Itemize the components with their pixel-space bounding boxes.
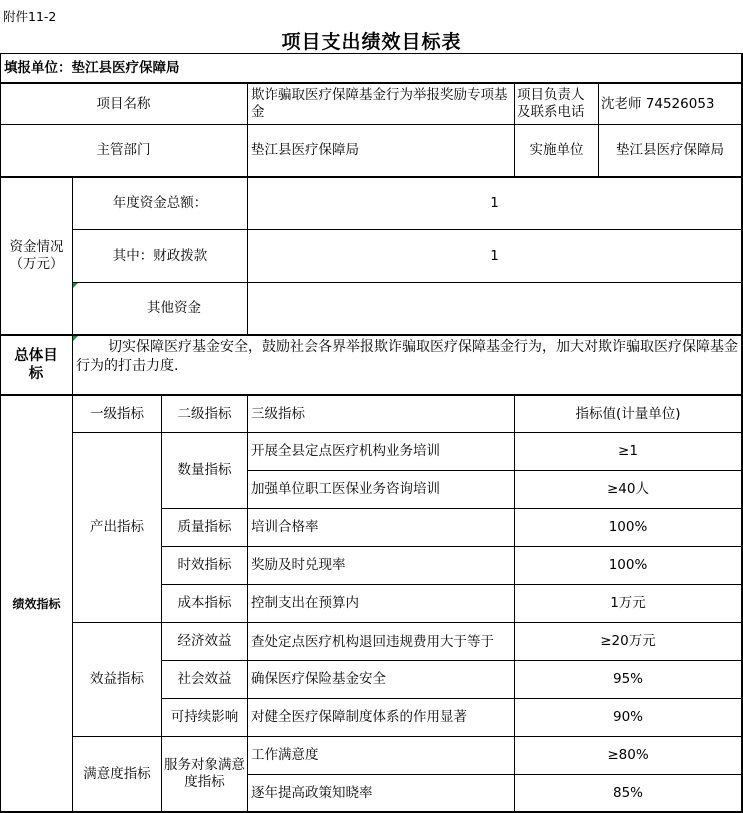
indicator-row-7: 确保医疗保险基金安全 (251, 671, 386, 687)
department-label: 主管部门 (96, 142, 151, 158)
value-row-4: 100% (608, 557, 648, 573)
project-name-label: 项目名称 (96, 95, 151, 112)
indicator-row-1: 开展全县定点医疗机构业务培训 (251, 443, 440, 459)
value-row-8: 90% (612, 709, 643, 725)
funds-label: 资金情况（万元） (9, 239, 64, 272)
other-funds-label: 其他资金 (147, 300, 201, 316)
overall-goal-text: 切实保障医疗基金安全，鼓励社会各界举报欺诈骗取医疗保障基金行为，加大对欺诈骗取医疗保障基金行为的打击力度. (76, 339, 738, 374)
attachment-label: 附件11-2 (3, 9, 57, 24)
level2-sustainable: 可持续影响 (170, 709, 239, 725)
contact-value: 沈老师 74526053 (601, 95, 715, 112)
implementing-unit-value: 垫江县医疗保障局 (616, 142, 724, 158)
value-row-7: 95% (612, 671, 643, 687)
level2-quantity: 数量指标 (177, 462, 232, 478)
level2-economic: 经济效益 (177, 633, 232, 649)
indicator-row-6: 查处定点医疗机构退回违规费用大于等于 (251, 633, 494, 650)
project-name-value: 欺诈骗取医疗保障基金行为举报奖励专项基金 (251, 87, 508, 120)
indicator-row-10: 逐年提高政策知晓率 (251, 784, 373, 801)
overall-goal-label: 总体目标 (14, 348, 58, 382)
indicator-row-9: 工作满意度 (251, 747, 319, 763)
value-row-2: ≥40人 (607, 481, 649, 497)
reporting-unit: 填报单位：垫江县医疗保障局 (4, 59, 180, 76)
implementing-unit-label: 实施单位 (529, 142, 584, 158)
header-level2: 二级指标 (177, 405, 232, 422)
value-row-1: ≥1 (618, 443, 638, 459)
indicator-row-4: 奖励及时兑现率 (251, 557, 346, 573)
header-level1: 一级指标 (90, 405, 144, 422)
indicator-row-5: 控制支出在预算内 (251, 595, 359, 611)
value-row-9: ≥80% (607, 747, 649, 763)
value-row-6: ≥20万元 (600, 633, 656, 649)
other-funds-value (248, 283, 741, 334)
department-value: 垫江县医疗保障局 (251, 142, 359, 158)
indicator-row-3: 培训合格率 (251, 519, 319, 535)
level2-timeliness: 时效指标 (177, 557, 232, 573)
level2-social: 社会效益 (177, 671, 232, 687)
header-value: 指标值(计量单位) (575, 405, 681, 422)
indicator-row-8: 对健全医疗保障制度体系的作用显著 (251, 709, 467, 725)
performance-label: 绩效指标 (12, 597, 61, 611)
level1-satisfaction: 满意度指标 (83, 765, 151, 782)
level1-output: 产出指标 (90, 519, 144, 535)
fiscal-allocation-label: 其中：财政拨款 (112, 247, 208, 264)
contact-label: 项目负责人及联系电话 (517, 87, 585, 120)
level2-service-satisfaction: 服务对象满意度指标 (164, 757, 245, 790)
value-row-3: 100% (608, 519, 648, 535)
value-row-10: 85% (612, 784, 643, 801)
indicator-row-2: 加强单位职工医保业务咨询培训 (251, 481, 440, 497)
annual-total-label: 年度资金总额： (112, 195, 208, 211)
level2-cost: 成本指标 (177, 595, 232, 611)
level2-quality: 质量指标 (177, 519, 232, 535)
fiscal-allocation-value: 1 (490, 247, 499, 264)
annual-total-value: 1 (490, 195, 499, 211)
page-title: 项目支出绩效目标表 (281, 30, 462, 53)
header-level3: 三级指标 (251, 405, 305, 422)
value-row-5: 1万元 (610, 595, 646, 611)
level1-benefit: 效益指标 (90, 671, 144, 687)
